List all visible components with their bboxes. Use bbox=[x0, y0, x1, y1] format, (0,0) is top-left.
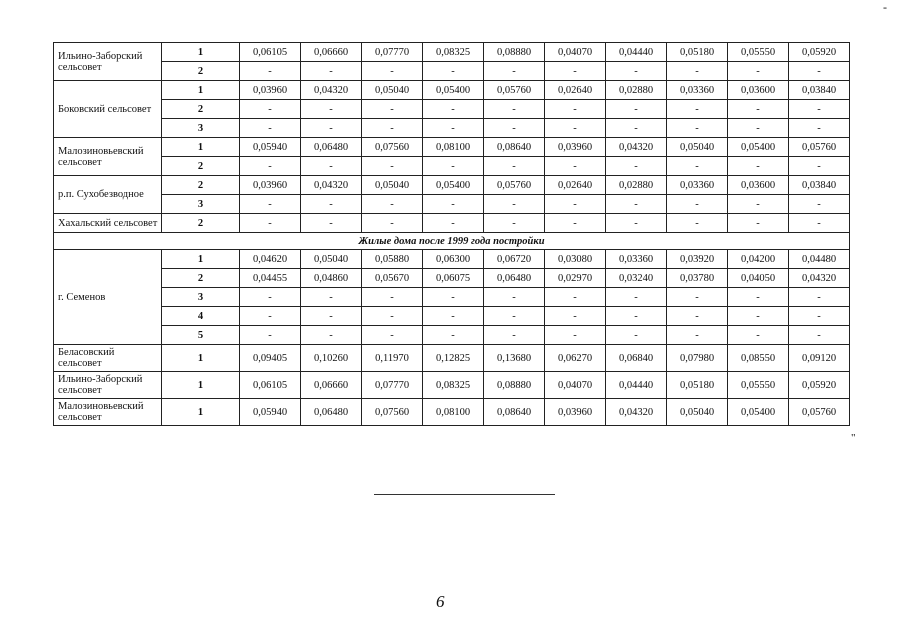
rate-cell: - bbox=[362, 100, 423, 119]
rate-cell: 0,03600 bbox=[728, 81, 789, 100]
table-row bbox=[54, 269, 850, 288]
settlement-name: Беласовский сельсовет bbox=[54, 345, 162, 372]
zone-number: 1 bbox=[162, 81, 240, 100]
rate-cell: - bbox=[240, 119, 301, 138]
settlement-name: Ильино-Заборский сельсовет bbox=[54, 372, 162, 399]
rate-cell: - bbox=[667, 157, 728, 176]
zone-number: 2 bbox=[162, 100, 240, 119]
rate-cell: 0,04070 bbox=[545, 43, 606, 62]
rate-cell: 0,06660 bbox=[301, 43, 362, 62]
rate-cell: - bbox=[240, 157, 301, 176]
rate-cell: 0,05760 bbox=[789, 138, 850, 157]
rate-cell: - bbox=[545, 157, 606, 176]
rate-cell: - bbox=[484, 214, 545, 233]
rate-cell: - bbox=[301, 157, 362, 176]
rate-cell: - bbox=[789, 119, 850, 138]
rate-cell: 0,03960 bbox=[545, 138, 606, 157]
rate-cell: 0,03240 bbox=[606, 269, 667, 288]
rate-cell: - bbox=[606, 288, 667, 307]
rate-cell: - bbox=[301, 119, 362, 138]
page-number: 6 bbox=[436, 592, 445, 611]
rate-cell: 0,06480 bbox=[484, 269, 545, 288]
rate-cell: - bbox=[606, 100, 667, 119]
rate-cell: 0,06480 bbox=[301, 138, 362, 157]
rate-cell: - bbox=[240, 195, 301, 214]
rate-cell: - bbox=[728, 157, 789, 176]
rate-cell: - bbox=[606, 326, 667, 345]
table-row bbox=[54, 345, 850, 372]
rate-cell: 0,08325 bbox=[423, 372, 484, 399]
rate-cell: - bbox=[667, 195, 728, 214]
rate-cell: 0,02880 bbox=[606, 81, 667, 100]
rate-cell: 0,09405 bbox=[240, 345, 301, 372]
rate-cell: - bbox=[423, 307, 484, 326]
rate-cell: - bbox=[484, 62, 545, 81]
rate-cell: 0,07560 bbox=[362, 399, 423, 426]
rate-cell: 0,03080 bbox=[545, 250, 606, 269]
rate-cell: 0,03360 bbox=[667, 81, 728, 100]
rate-cell: - bbox=[606, 214, 667, 233]
rate-cell: - bbox=[423, 326, 484, 345]
rate-cell: - bbox=[423, 119, 484, 138]
rate-cell: - bbox=[789, 62, 850, 81]
table-row bbox=[54, 119, 850, 138]
rate-cell: 0,05400 bbox=[423, 81, 484, 100]
zone-number: 2 bbox=[162, 269, 240, 288]
rate-cell: - bbox=[667, 62, 728, 81]
rate-cell: - bbox=[728, 119, 789, 138]
rates-table-body bbox=[54, 43, 850, 426]
rate-cell: 0,04320 bbox=[301, 176, 362, 195]
zone-number: 4 bbox=[162, 307, 240, 326]
rate-cell: - bbox=[667, 214, 728, 233]
zone-number: 1 bbox=[162, 399, 240, 426]
zone-number: 3 bbox=[162, 288, 240, 307]
rate-cell: 0,05550 bbox=[728, 372, 789, 399]
rate-cell: - bbox=[423, 157, 484, 176]
table-row bbox=[54, 250, 850, 269]
rate-cell: 0,09120 bbox=[789, 345, 850, 372]
rate-cell: 0,02640 bbox=[545, 176, 606, 195]
rate-cell: - bbox=[484, 288, 545, 307]
zone-number: 2 bbox=[162, 176, 240, 195]
rate-cell: 0,03960 bbox=[240, 176, 301, 195]
zone-number: 5 bbox=[162, 326, 240, 345]
rate-cell: 0,04320 bbox=[606, 138, 667, 157]
rate-cell: - bbox=[728, 288, 789, 307]
rate-cell: 0,03360 bbox=[667, 176, 728, 195]
separator-rule bbox=[374, 494, 555, 495]
rate-cell: - bbox=[728, 307, 789, 326]
rate-cell: 0,06075 bbox=[423, 269, 484, 288]
rate-cell: 0,06840 bbox=[606, 345, 667, 372]
rate-cell: - bbox=[728, 326, 789, 345]
rate-cell: - bbox=[789, 288, 850, 307]
rate-cell: - bbox=[362, 288, 423, 307]
rate-cell: 0,05180 bbox=[667, 372, 728, 399]
rate-cell: - bbox=[301, 307, 362, 326]
rate-cell: 0,03920 bbox=[667, 250, 728, 269]
rate-cell: - bbox=[423, 288, 484, 307]
rate-cell: 0,04320 bbox=[301, 81, 362, 100]
rate-cell: 0,06300 bbox=[423, 250, 484, 269]
rate-cell: 0,05550 bbox=[728, 43, 789, 62]
table-row bbox=[54, 307, 850, 326]
rate-cell: - bbox=[484, 157, 545, 176]
rate-cell: 0,08325 bbox=[423, 43, 484, 62]
rate-cell: 0,05920 bbox=[789, 43, 850, 62]
table-row bbox=[54, 399, 850, 426]
rate-cell: - bbox=[240, 326, 301, 345]
rate-cell: - bbox=[301, 214, 362, 233]
table-row bbox=[54, 62, 850, 81]
settlement-name: Малозиновьевский сельсовет bbox=[54, 399, 162, 426]
zone-number: 1 bbox=[162, 250, 240, 269]
rate-cell: - bbox=[789, 307, 850, 326]
rate-cell: 0,10260 bbox=[301, 345, 362, 372]
rate-cell: - bbox=[545, 214, 606, 233]
closing-quote: " bbox=[851, 432, 856, 444]
rate-cell: 0,05880 bbox=[362, 250, 423, 269]
rate-cell: - bbox=[301, 100, 362, 119]
table-row bbox=[54, 195, 850, 214]
rate-cell: - bbox=[789, 326, 850, 345]
rate-cell: - bbox=[545, 307, 606, 326]
rate-cell: 0,06270 bbox=[545, 345, 606, 372]
rate-cell: 0,06720 bbox=[484, 250, 545, 269]
table-row bbox=[54, 288, 850, 307]
rate-cell: 0,04320 bbox=[789, 269, 850, 288]
rate-cell: - bbox=[240, 214, 301, 233]
zone-number: 1 bbox=[162, 372, 240, 399]
rate-cell: - bbox=[240, 307, 301, 326]
rate-cell: - bbox=[301, 288, 362, 307]
rate-cell: 0,06105 bbox=[240, 43, 301, 62]
rate-cell: - bbox=[667, 288, 728, 307]
rate-cell: - bbox=[423, 214, 484, 233]
rate-cell: - bbox=[362, 214, 423, 233]
rate-cell: - bbox=[362, 326, 423, 345]
rate-cell: 0,05400 bbox=[728, 138, 789, 157]
settlement-name: Малозиновьевский сельсовет bbox=[54, 138, 162, 176]
rate-cell: 0,05400 bbox=[423, 176, 484, 195]
table-row bbox=[54, 326, 850, 345]
rate-cell: - bbox=[545, 62, 606, 81]
rate-cell: 0,02880 bbox=[606, 176, 667, 195]
rate-cell: - bbox=[667, 307, 728, 326]
rate-cell: - bbox=[728, 195, 789, 214]
rates-table bbox=[53, 42, 850, 426]
rate-cell: 0,05040 bbox=[362, 81, 423, 100]
rate-cell: - bbox=[667, 326, 728, 345]
rate-cell: 0,04440 bbox=[606, 43, 667, 62]
rate-cell: 0,07560 bbox=[362, 138, 423, 157]
rate-cell: - bbox=[362, 119, 423, 138]
rate-cell: - bbox=[301, 195, 362, 214]
table-row bbox=[54, 138, 850, 157]
rate-cell: 0,03780 bbox=[667, 269, 728, 288]
rate-cell: - bbox=[484, 326, 545, 345]
rate-cell: - bbox=[423, 100, 484, 119]
rate-cell: 0,02970 bbox=[545, 269, 606, 288]
settlement-name: г. Семенов bbox=[54, 250, 162, 345]
settlement-name: р.п. Сухобезводное bbox=[54, 176, 162, 214]
rate-cell: 0,11970 bbox=[362, 345, 423, 372]
rate-cell: 0,04070 bbox=[545, 372, 606, 399]
settlement-name: Боковский сельсовет bbox=[54, 81, 162, 138]
rate-cell: - bbox=[362, 62, 423, 81]
section-header-row bbox=[54, 233, 850, 250]
rate-cell: 0,04620 bbox=[240, 250, 301, 269]
rate-cell: 0,04860 bbox=[301, 269, 362, 288]
rate-cell: - bbox=[728, 214, 789, 233]
rate-cell: 0,05760 bbox=[484, 81, 545, 100]
rate-cell: - bbox=[606, 157, 667, 176]
zone-number: 2 bbox=[162, 62, 240, 81]
rate-cell: 0,03600 bbox=[728, 176, 789, 195]
rate-cell: - bbox=[484, 119, 545, 138]
rate-cell: - bbox=[484, 307, 545, 326]
rate-cell: - bbox=[606, 119, 667, 138]
rate-cell: - bbox=[606, 307, 667, 326]
rate-cell: 0,06480 bbox=[301, 399, 362, 426]
rate-cell: 0,03960 bbox=[240, 81, 301, 100]
rate-cell: 0,07770 bbox=[362, 372, 423, 399]
rate-cell: 0,06105 bbox=[240, 372, 301, 399]
table-row bbox=[54, 176, 850, 195]
rate-cell: - bbox=[240, 100, 301, 119]
rate-cell: - bbox=[301, 62, 362, 81]
rate-cell: - bbox=[667, 119, 728, 138]
rate-cell: - bbox=[484, 100, 545, 119]
table-row bbox=[54, 214, 850, 233]
rate-cell: 0,05760 bbox=[484, 176, 545, 195]
rate-cell: - bbox=[606, 195, 667, 214]
rate-cell: - bbox=[728, 100, 789, 119]
rate-cell: 0,05940 bbox=[240, 399, 301, 426]
rate-cell: 0,05040 bbox=[667, 138, 728, 157]
rate-cell: 0,12825 bbox=[423, 345, 484, 372]
rate-cell: - bbox=[545, 195, 606, 214]
rate-cell: 0,08880 bbox=[484, 372, 545, 399]
rate-cell: - bbox=[789, 157, 850, 176]
rate-cell: 0,04480 bbox=[789, 250, 850, 269]
table-row bbox=[54, 43, 850, 62]
rate-cell: - bbox=[545, 326, 606, 345]
rate-cell: 0,13680 bbox=[484, 345, 545, 372]
rate-cell: 0,08640 bbox=[484, 138, 545, 157]
zone-number: 1 bbox=[162, 138, 240, 157]
rate-cell: 0,08550 bbox=[728, 345, 789, 372]
rate-cell: 0,05670 bbox=[362, 269, 423, 288]
rate-cell: - bbox=[545, 100, 606, 119]
rate-cell: - bbox=[484, 195, 545, 214]
rate-cell: - bbox=[362, 157, 423, 176]
rate-cell: - bbox=[301, 326, 362, 345]
zone-number: 3 bbox=[162, 195, 240, 214]
rate-cell: 0,07980 bbox=[667, 345, 728, 372]
rate-cell: 0,03840 bbox=[789, 176, 850, 195]
rate-cell: 0,04320 bbox=[606, 399, 667, 426]
rate-cell: 0,03960 bbox=[545, 399, 606, 426]
rate-cell: 0,04200 bbox=[728, 250, 789, 269]
rate-cell: 0,05040 bbox=[301, 250, 362, 269]
rate-cell: - bbox=[423, 62, 484, 81]
rate-cell: 0,05040 bbox=[667, 399, 728, 426]
rate-cell: 0,04455 bbox=[240, 269, 301, 288]
rate-cell: - bbox=[728, 62, 789, 81]
rate-cell: - bbox=[362, 195, 423, 214]
rate-cell: - bbox=[362, 307, 423, 326]
rate-cell: - bbox=[789, 100, 850, 119]
rate-cell: - bbox=[789, 214, 850, 233]
rate-cell: 0,03840 bbox=[789, 81, 850, 100]
rate-cell: - bbox=[545, 288, 606, 307]
rate-cell: - bbox=[423, 195, 484, 214]
rate-cell: 0,08640 bbox=[484, 399, 545, 426]
rate-cell: 0,08880 bbox=[484, 43, 545, 62]
rate-cell: - bbox=[667, 100, 728, 119]
rate-cell: - bbox=[545, 119, 606, 138]
rate-cell: 0,05400 bbox=[728, 399, 789, 426]
table-row bbox=[54, 100, 850, 119]
table-row bbox=[54, 372, 850, 399]
rate-cell: 0,06660 bbox=[301, 372, 362, 399]
rate-cell: 0,08100 bbox=[423, 138, 484, 157]
rate-cell: 0,04050 bbox=[728, 269, 789, 288]
rate-cell: 0,05760 bbox=[789, 399, 850, 426]
rate-cell: 0,05940 bbox=[240, 138, 301, 157]
table-row bbox=[54, 81, 850, 100]
rate-cell: 0,05040 bbox=[362, 176, 423, 195]
rate-cell: 0,02640 bbox=[545, 81, 606, 100]
rate-cell: 0,07770 bbox=[362, 43, 423, 62]
rate-cell: - bbox=[606, 62, 667, 81]
zone-number: 3 bbox=[162, 119, 240, 138]
rate-cell: 0,04440 bbox=[606, 372, 667, 399]
rate-cell: - bbox=[240, 62, 301, 81]
zone-number: 2 bbox=[162, 214, 240, 233]
rate-cell: 0,08100 bbox=[423, 399, 484, 426]
zone-number: 1 bbox=[162, 43, 240, 62]
rate-cell: - bbox=[789, 195, 850, 214]
section-header: Жилые дома после 1999 года постройки bbox=[54, 233, 850, 250]
rate-cell: 0,05920 bbox=[789, 372, 850, 399]
table-row bbox=[54, 157, 850, 176]
rate-cell: 0,03360 bbox=[606, 250, 667, 269]
settlement-name: Хахальский сельсовет bbox=[54, 214, 162, 233]
zone-number: 1 bbox=[162, 345, 240, 372]
settlement-name: Ильино-Заборский сельсовет bbox=[54, 43, 162, 81]
rate-cell: - bbox=[240, 288, 301, 307]
top-mark: - bbox=[883, 0, 887, 14]
zone-number: 2 bbox=[162, 157, 240, 176]
rate-cell: 0,05180 bbox=[667, 43, 728, 62]
